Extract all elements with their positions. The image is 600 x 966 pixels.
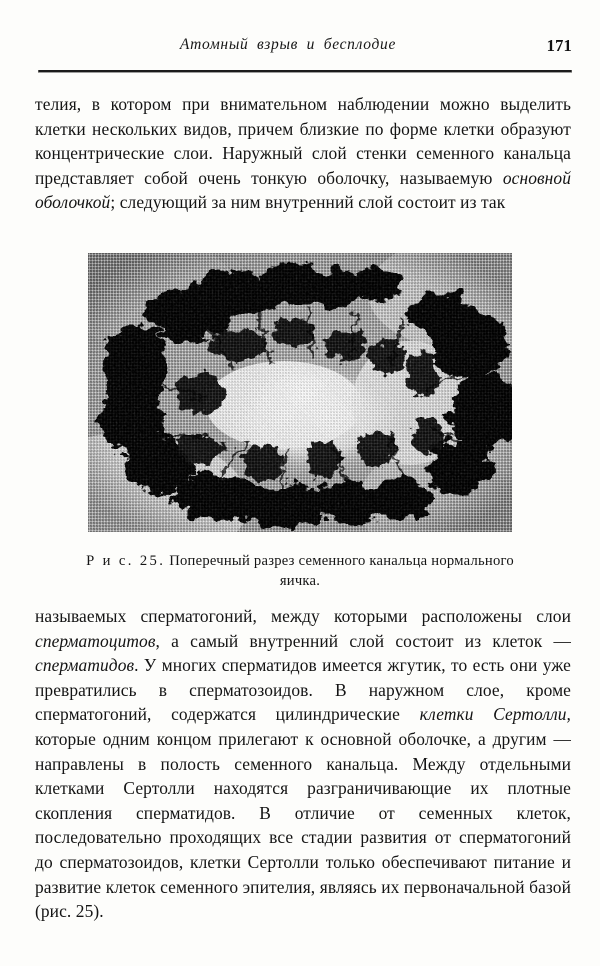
page-header (38, 36, 572, 62)
running-head: Атомный взрыв и бесплодие (179, 36, 397, 53)
header-rule (38, 70, 572, 72)
figure-caption-label: Р и с. 25. (86, 553, 166, 569)
paragraph-top: телия, в котором при внимательном наблюдении можно выделить клетки нескольких видов, причем близкие по форме клетки образуют концентрические слои. Наружный слой стенки семенного канальца представляет собой очень тонкую оболочку, называемую основной оболочкой; следующий за ним внутренний слой состоит из так (35, 94, 571, 213)
micrograph-plate (88, 253, 512, 532)
body-text-top (35, 92, 571, 215)
figure-caption (80, 552, 520, 591)
paragraph-bottom: называемых сперматогоний, между которыми расположены слои сперматоцитов, а самый внутренний слой состоит из клеток — сперматидов. У многих сперматидов имеется жгутик, то есть они уже превратились в сперматозоидов. В наружном слое, кроме сперматогоний, содержатся цилиндрические клетки Сертолли, которые одним концом прилегают к основной оболочке, а другим — направлены в полость семенного канальца. Между отдельными клетками Сертолли находятся разграничивающие их плотные скопления сперматидов. В отличие от семенных клеток, последовательно проходящих все стадии развития от сперматогоний до сперматозоидов, клетки Сертолли только обеспечивают питание и развитие клеток семенного эпителия, являясь их первоначальной базой (рис. 25). (35, 606, 571, 922)
body-text-bottom (35, 604, 571, 924)
page-number: 171 (546, 36, 572, 55)
halftone-screen (88, 253, 512, 532)
figure-25 (88, 253, 512, 532)
figure-caption-text: Поперечный разрез семенного канальца нормального яичка. (169, 553, 514, 589)
